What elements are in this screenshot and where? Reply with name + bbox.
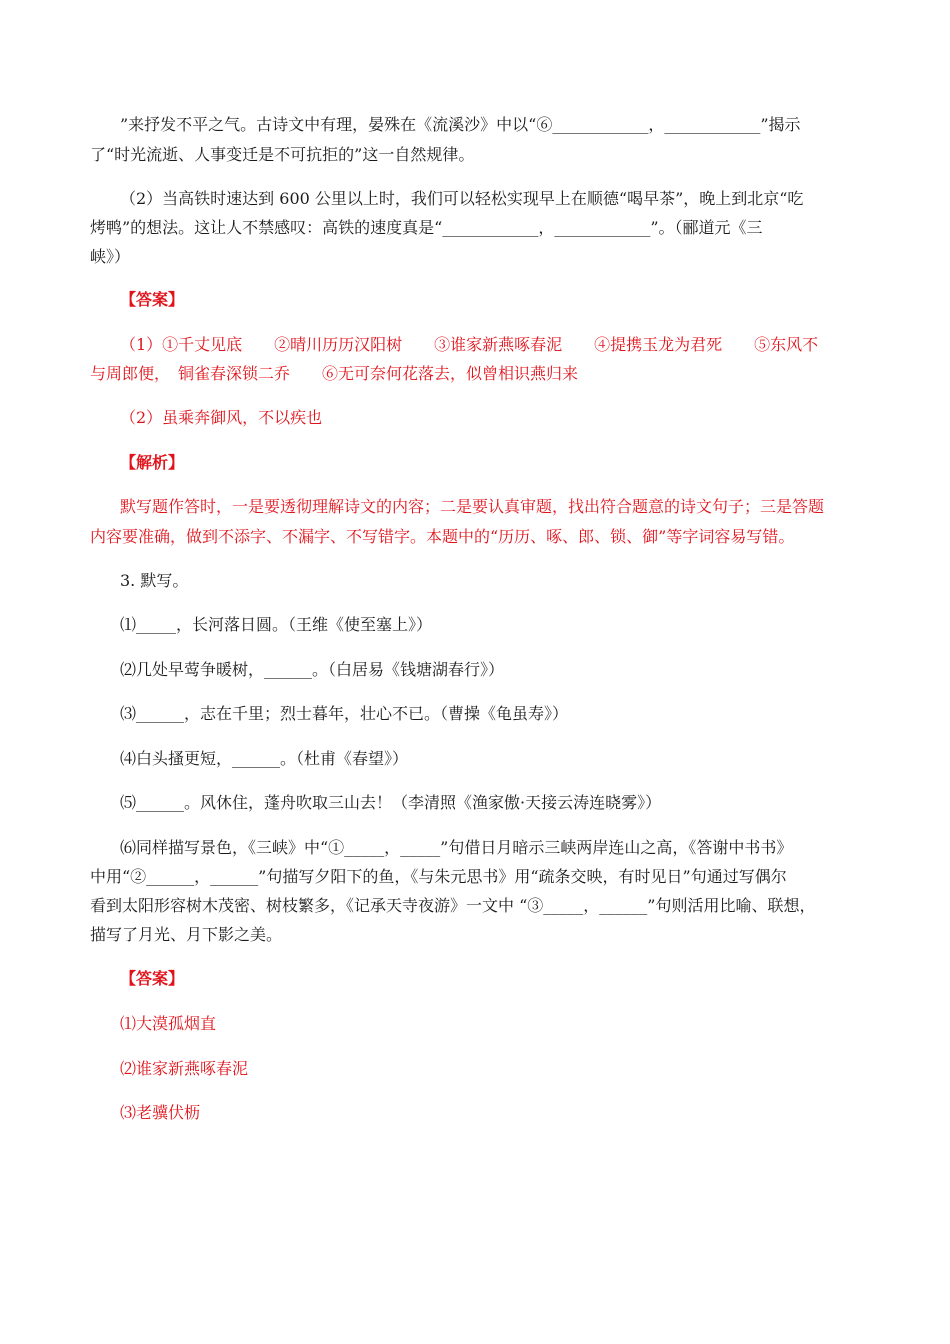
- question-item: ⑴_____，长河落日圆。（王维《使至塞上》）: [120, 615, 433, 634]
- question-item: ⑵几处早莺争暖树，______。（白居易《钱塘湖春行》）: [120, 660, 505, 679]
- answer-label: 【答案】: [120, 290, 185, 309]
- question-item-line: 中用“②______，______”句描写夕阳下的鱼，《与朱元思书》用“疏条交映，有时见日”句通过写偶尔: [90, 867, 787, 886]
- answer-label: 【答案】: [120, 969, 185, 988]
- paragraph-line: 峡》）: [90, 247, 131, 266]
- answer-line: （1）①千丈见底 ②晴川历历汉阳树 ③谁家新燕啄春泥 ④提携玉龙为君死 ⑤东风不: [120, 335, 819, 354]
- answer-line: （2）虽乘奔御风，不以疾也: [120, 408, 323, 427]
- question-item-line: 描写了月光、月下影之美。: [90, 925, 283, 944]
- question-item-line: 看到太阳形容树木茂密、树枝繁多，《记承天寺夜游》一文中 “③_____，______”句则活用比喻、联想，: [90, 896, 816, 915]
- question-item: ⑸______。风休住，蓬舟吹取三山去！（李清照《渔家傲·天接云涛连晓雾》）: [120, 793, 662, 812]
- analysis-line: 内容要准确，做到不添字、不漏字、不写错字。本题中的“历历、啄、郎、锁、御”等字词容易写错。: [90, 527, 795, 546]
- paragraph-line: （2）当高铁时速达到 600 公里以上时，我们可以轻松实现早上在顺德“喝早茶”，晚上到北京“吃: [120, 189, 804, 208]
- answer-line: ⑵谁家新燕啄春泥: [120, 1059, 249, 1078]
- question-item: ⑶______，志在千里；烈士暮年，壮心不已。（曹操《龟虽寿》）: [120, 704, 569, 723]
- analysis-label: 【解析】: [120, 453, 185, 472]
- answer-line: ⑴大漠孤烟直: [120, 1014, 217, 1033]
- question-item: ⑹同样描写景色，《三峡》中“①_____，_____”句借日月暗示三峡两岸连山之高，《答谢中书书》: [120, 838, 793, 857]
- paragraph-line: [90, 115, 860, 135]
- paragraph-line: 烤鸭”的想法。这让人不禁感叹：高铁的速度真是“____________，____________”。（郦道元《三: [90, 218, 763, 237]
- text-run: ”来抒发不平之气。古诗文中有理，晏殊在《流溪沙》中以“⑥____________，____________”揭示: [120, 115, 801, 134]
- answer-line: ⑶老骥伏枥: [120, 1103, 201, 1122]
- answer-line: 与周郎便， 铜雀春深锁二乔 ⑥无可奈何花落去，似曾相识燕归来: [90, 364, 579, 383]
- question-title: 3. 默写。: [120, 571, 189, 590]
- question-item: ⑷白头搔更短，______。（杜甫《春望》）: [120, 749, 409, 768]
- paragraph-line: 了“时光流逝、人事变迁是不可抗拒的”这一自然规律。: [90, 145, 475, 164]
- analysis-line: 默写题作答时，一是要透彻理解诗文的内容；二是要认真审题，找出符合题意的诗文句子；三是答题: [120, 497, 825, 516]
